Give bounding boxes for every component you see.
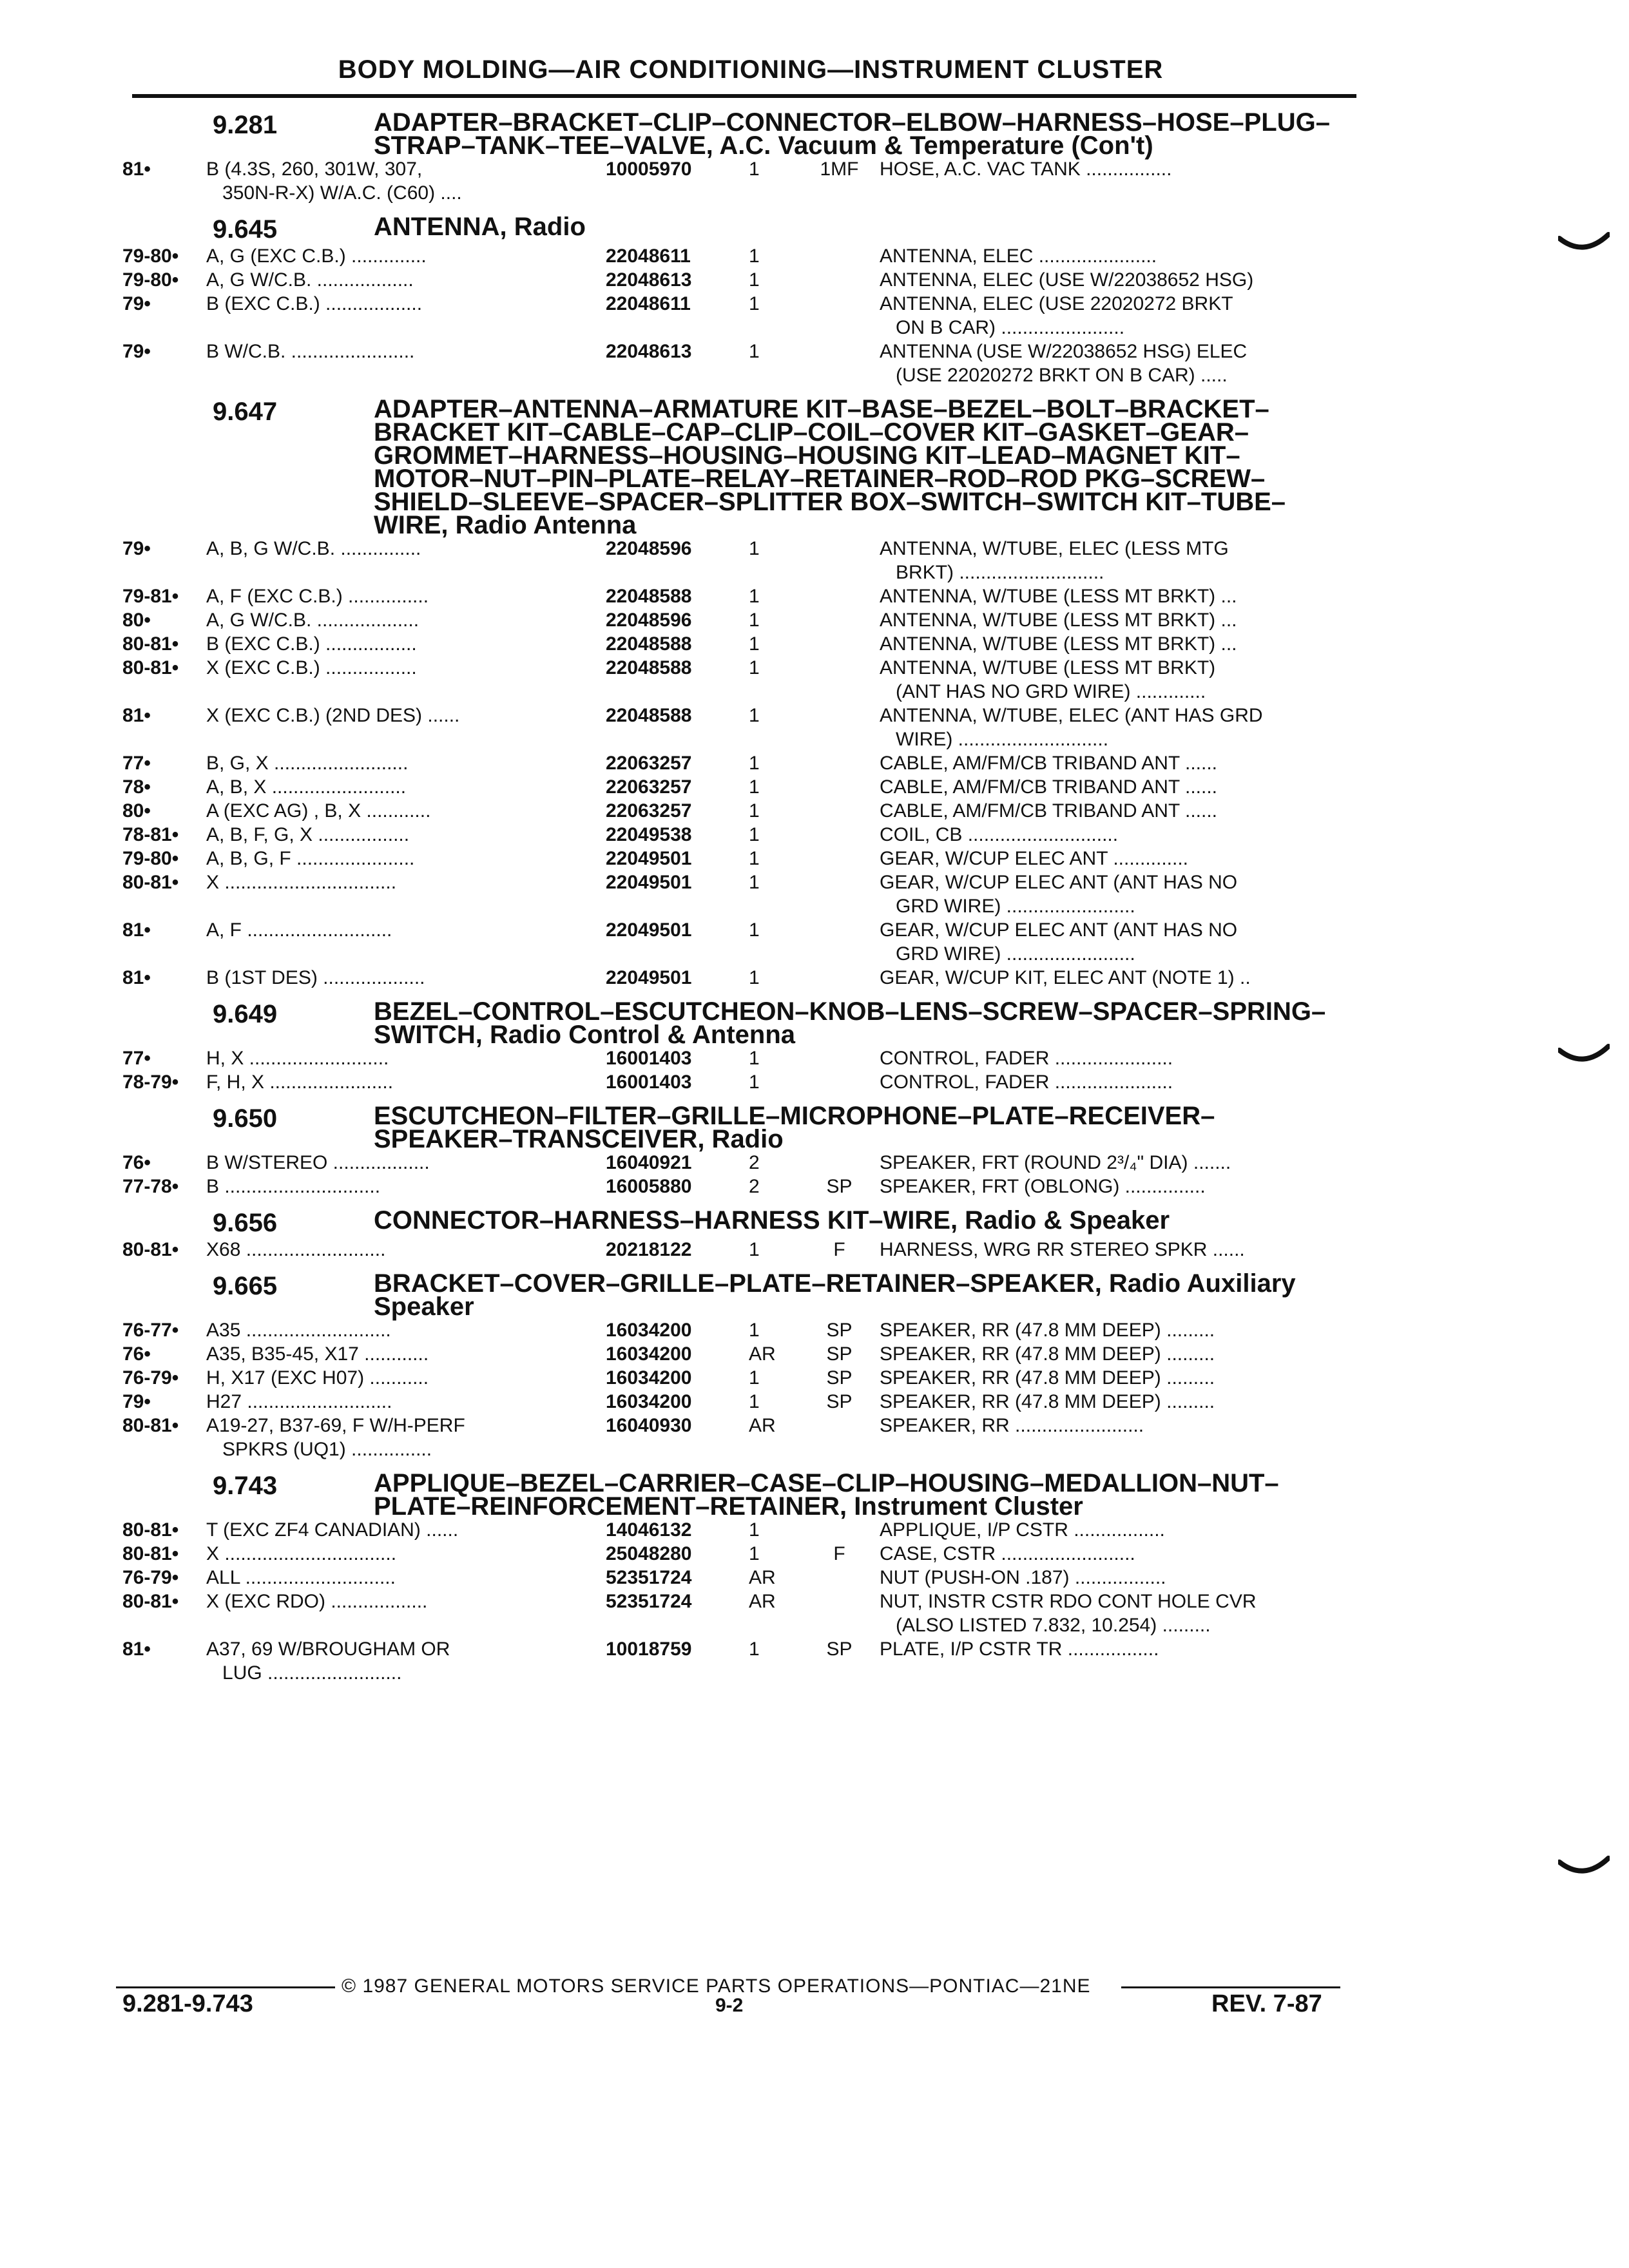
model-year: 80• (122, 610, 151, 631)
part-row (122, 1151, 1360, 1175)
application: A19-27, B37-69, F W/H-PERF SPKRS (UQ1) ............... (206, 1415, 465, 1460)
model-year: 80-81• (122, 657, 179, 678)
part-number: 52351724 (606, 1567, 692, 1588)
application: A, B, F, G, X ................. (206, 824, 410, 845)
section-heading (122, 395, 1360, 539)
footer-rule-left (116, 1986, 335, 1988)
application: X (EXC RDO) .................. (206, 1591, 428, 1612)
quantity: 1 (749, 610, 760, 631)
part-description: ANTENNA, ELEC ...................... (880, 245, 1157, 267)
application: A, B, G, F ...................... (206, 848, 415, 869)
part-row (122, 1566, 1360, 1590)
section-title: ESCUTCHEON–FILTER–GRILLE–MICROPHONE–PLATE–RECEIVER–SPEAKER–TRANSCEIVER, Radio (374, 1102, 1215, 1153)
application: X (EXC C.B.) ................. (206, 657, 417, 678)
application: X ................................ (206, 1543, 397, 1564)
application: ALL ............................ (206, 1567, 396, 1588)
application: A, G W/C.B. .................. (206, 269, 414, 291)
section-title: ADAPTER–BRACKET–CLIP–CONNECTOR–ELBOW–HARNESS–HOSE–PLUG–STRAP–TANK–TEE–VALVE, A.C. Vacuum & Temperature (Con't) (374, 108, 1330, 160)
quantity: 1 (749, 967, 760, 988)
section-heading (122, 108, 1360, 160)
model-year: 80-81• (122, 1591, 179, 1612)
part-row (122, 1175, 1360, 1198)
model-year: 79-80• (122, 848, 179, 869)
application: A, G W/C.B. ................... (206, 610, 419, 631)
part-number: 22048613 (606, 269, 692, 291)
quantity: 1 (749, 1639, 760, 1660)
application: T (EXC ZF4 CANADIAN) ...... (206, 1519, 459, 1541)
part-description: GEAR, W/CUP ELEC ANT (ANT HAS NO GRD WIRE) ........................ (880, 919, 1238, 965)
quantity: 1 (749, 1320, 760, 1341)
part-row (122, 244, 1360, 268)
application: B (EXC C.B.) ................. (206, 633, 417, 655)
application: A, F (EXC C.B.) ............... (206, 586, 429, 607)
part-description: CONTROL, FADER ...................... (880, 1072, 1173, 1093)
part-row (122, 918, 1360, 966)
footer-page-number: 9-2 (715, 1995, 744, 2016)
part-row (122, 751, 1360, 775)
part-description: COIL, CB ............................ (880, 824, 1119, 845)
application: A (EXC AG) , B, X ............ (206, 800, 431, 822)
part-number: 16034200 (606, 1343, 692, 1365)
application: B W/C.B. ....................... (206, 341, 415, 362)
part-row (122, 1342, 1360, 1366)
model-year: 80-81• (122, 872, 179, 893)
part-number: 22048596 (606, 538, 692, 559)
model-year: 79-81• (122, 586, 179, 607)
part-description: ANTENNA, W/TUBE (LESS MT BRKT) ... (880, 586, 1237, 607)
application: H27 ........................... (206, 1391, 392, 1412)
part-number: 22048596 (606, 610, 692, 631)
model-year: 77• (122, 753, 151, 774)
quantity: 1 (749, 293, 760, 314)
part-description: SPEAKER, FRT (ROUND 2³/₄" DIA) ....... (880, 1152, 1231, 1173)
section-9-650 (122, 1104, 1360, 1198)
section-title: APPLIQUE–BEZEL–CARRIER–CASE–CLIP–HOUSING–MEDALLION–NUT–PLATE–REINFORCEMENT–RETAINER, Instrument Cluster (374, 1469, 1279, 1521)
section-9-647 (122, 395, 1360, 990)
quantity: 1 (749, 245, 760, 267)
part-number: 22048588 (606, 657, 692, 678)
application: B (1ST DES) ................... (206, 967, 425, 988)
quantity: 1 (749, 705, 760, 726)
application: H, X .......................... (206, 1048, 389, 1069)
part-description: CABLE, AM/FM/CB TRIBAND ANT ...... (880, 753, 1218, 774)
page-header-title: BODY MOLDING—AIR CONDITIONING—INSTRUMENT CLUSTER (338, 55, 1164, 84)
section-number: 9.743 (213, 1472, 278, 1500)
part-row (122, 1046, 1360, 1070)
application: B W/STEREO .................. (206, 1152, 430, 1173)
section-number: 9.649 (213, 1000, 278, 1028)
application: B ............................. (206, 1176, 381, 1197)
part-description: SPEAKER, RR (47.8 MM DEEP) ......... (880, 1343, 1215, 1365)
section-heading (122, 1469, 1360, 1521)
part-number: 16034200 (606, 1391, 692, 1412)
quantity: 1 (749, 1391, 760, 1412)
model-year: 76• (122, 1152, 151, 1173)
part-description: SPEAKER, RR (47.8 MM DEEP) ......... (880, 1391, 1215, 1412)
part-number: 22048613 (606, 341, 692, 362)
part-description: SPEAKER, RR ........................ (880, 1415, 1144, 1436)
section-number: 9.656 (213, 1209, 278, 1237)
part-row (122, 1366, 1360, 1390)
part-description: HARNESS, WRG RR STEREO SPKR ...... (880, 1239, 1245, 1260)
part-row (122, 1590, 1360, 1637)
application: B (EXC C.B.) .................. (206, 293, 423, 314)
model-year: 79-80• (122, 245, 179, 267)
punch-mark-icon (1558, 1856, 1610, 1881)
part-number: 22049501 (606, 967, 692, 988)
part-number: 16034200 (606, 1320, 692, 1341)
part-number: 16001403 (606, 1048, 692, 1069)
quantity: 1 (749, 269, 760, 291)
quantity: 1 (749, 159, 760, 180)
part-description: APPLIQUE, I/P CSTR ................. (880, 1519, 1165, 1541)
quantity: 1 (749, 800, 760, 822)
section-number: 9.650 (213, 1104, 278, 1133)
application: F, H, X ....................... (206, 1072, 394, 1093)
application: X (EXC C.B.) (2ND DES) ...... (206, 705, 460, 726)
group-code: SP (826, 1343, 853, 1365)
quantity: 1 (749, 1048, 760, 1069)
quantity: 1 (749, 633, 760, 655)
application: X68 .......................... (206, 1239, 386, 1260)
part-description: SPEAKER, RR (47.8 MM DEEP) ......... (880, 1367, 1215, 1389)
quantity: AR (749, 1591, 776, 1612)
application: B, G, X ......................... (206, 753, 409, 774)
model-year: 79• (122, 293, 151, 314)
part-number: 22049501 (606, 919, 692, 941)
footer-section-range: 9.281-9.743 (122, 1990, 253, 2017)
part-number: 22048588 (606, 633, 692, 655)
part-description: GEAR, W/CUP KIT, ELEC ANT (NOTE 1) .. (880, 967, 1251, 988)
model-year: 77-78• (122, 1176, 179, 1197)
part-number: 22048611 (606, 293, 691, 314)
model-year: 79• (122, 341, 151, 362)
quantity: 1 (749, 919, 760, 941)
part-row (122, 1238, 1360, 1262)
section-heading (122, 1269, 1360, 1321)
model-year: 78• (122, 776, 151, 798)
part-row (122, 1390, 1360, 1414)
section-title: ADAPTER–ANTENNA–ARMATURE KIT–BASE–BEZEL–BOLT–BRACKET–BRACKET KIT–CABLE–CAP–CLIP–COIL–COVER KIT–GASKET–GEAR–GROMMET–HARNESS–HOUSING–HOUSING KIT–LEAD–MAGNET KIT–MOTOR–NUT–PIN–PLATE–RELAY–RETAINER–ROD–ROD PKG–SCREW–SHIELD–SLEEVE–SPACER–SPLITTER BOX–SWITCH–SWITCH KIT–TUBE–WIRE, Radio Antenna (374, 395, 1286, 539)
section-heading (122, 997, 1360, 1049)
punch-mark-icon (1558, 232, 1610, 258)
quantity: 1 (749, 1239, 760, 1260)
part-description: SPEAKER, FRT (OBLONG) ............... (880, 1176, 1206, 1197)
quantity: 1 (749, 824, 760, 845)
part-row (122, 775, 1360, 799)
model-year: 81• (122, 967, 151, 988)
part-row (122, 823, 1360, 847)
quantity: 1 (749, 1367, 760, 1389)
quantity: 1 (749, 872, 760, 893)
quantity: 1 (749, 753, 760, 774)
model-year: 76• (122, 1343, 151, 1365)
part-number: 22048588 (606, 586, 692, 607)
model-year: 80-81• (122, 633, 179, 655)
model-year: 80-81• (122, 1543, 179, 1564)
section-title: ANTENNA, Radio (374, 213, 586, 241)
part-number: 16001403 (606, 1072, 692, 1093)
section-title: BRACKET–COVER–GRILLE–PLATE–RETAINER–SPEAKER, Radio Auxiliary Speaker (374, 1269, 1296, 1321)
model-year: 79-80• (122, 269, 179, 291)
part-description: SPEAKER, RR (47.8 MM DEEP) ......... (880, 1320, 1215, 1341)
section-title: CONNECTOR–HARNESS–HARNESS KIT–WIRE, Radio & Speaker (374, 1206, 1170, 1235)
part-description: ANTENNA, W/TUBE (LESS MT BRKT) ... (880, 610, 1237, 631)
part-number: 10018759 (606, 1639, 692, 1660)
quantity: 1 (749, 538, 760, 559)
part-row (122, 584, 1360, 608)
punch-mark-icon (1558, 1044, 1610, 1070)
part-description: PLATE, I/P CSTR TR ................. (880, 1639, 1159, 1660)
model-year: 80-81• (122, 1415, 179, 1436)
part-description: HOSE, A.C. VAC TANK ................ (880, 159, 1172, 180)
application: A, B, G W/C.B. ............... (206, 538, 421, 559)
model-year: 76-77• (122, 1320, 179, 1341)
model-year: 79• (122, 1391, 151, 1412)
part-row (122, 157, 1360, 205)
application: A35, B35-45, X17 ............ (206, 1343, 429, 1365)
part-description: ANTENNA (USE W/22038652 HSG) ELEC (USE 22020272 BRKT ON B CAR) ..... (880, 341, 1248, 386)
part-row (122, 656, 1360, 704)
application: A, B, X ......................... (206, 776, 407, 798)
part-row (122, 268, 1360, 292)
quantity: AR (749, 1343, 776, 1365)
quantity: AR (749, 1567, 776, 1588)
model-year: 80-81• (122, 1519, 179, 1541)
part-description: ANTENNA, W/TUBE, ELEC (LESS MTG BRKT) ........................... (880, 538, 1229, 583)
model-year: 76-79• (122, 1367, 179, 1389)
model-year: 79• (122, 538, 151, 559)
footer-rule-right (1121, 1986, 1340, 1988)
part-number: 22049538 (606, 824, 692, 845)
part-number: 22063257 (606, 753, 692, 774)
part-number: 22049501 (606, 848, 692, 869)
quantity: 1 (749, 776, 760, 798)
part-description: GEAR, W/CUP ELEC ANT .............. (880, 848, 1189, 869)
group-code: F (833, 1239, 845, 1260)
model-year: 81• (122, 919, 151, 941)
part-number: 22048588 (606, 705, 692, 726)
quantity: 2 (749, 1176, 760, 1197)
part-row (122, 870, 1360, 918)
part-description: NUT (PUSH-ON .187) ................. (880, 1567, 1166, 1588)
part-number: 25048280 (606, 1543, 692, 1564)
part-row (122, 1318, 1360, 1342)
section-9-656 (122, 1206, 1360, 1262)
section-heading (122, 1104, 1360, 1151)
part-number: 22049501 (606, 872, 692, 893)
part-description: ANTENNA, W/TUBE (LESS MT BRKT) (ANT HAS NO GRD WIRE) ............. (880, 657, 1216, 702)
section-heading (122, 215, 1360, 244)
section-heading (122, 1206, 1360, 1238)
part-row (122, 340, 1360, 387)
part-description: NUT, INSTR CSTR RDO CONT HOLE CVR (ALSO LISTED 7.832, 10.254) ......... (880, 1591, 1257, 1636)
part-number: 22063257 (606, 800, 692, 822)
application: H, X17 (EXC H07) ........... (206, 1367, 429, 1389)
section-9-281 (122, 108, 1360, 205)
section-9-665 (122, 1269, 1360, 1461)
part-row (122, 1637, 1360, 1685)
model-year: 76-79• (122, 1567, 179, 1588)
parts-listing (122, 101, 1360, 1685)
part-description: ANTENNA, W/TUBE, ELEC (ANT HAS GRD WIRE) ............................ (880, 705, 1263, 750)
group-code: SP (826, 1639, 853, 1660)
part-number: 10005970 (606, 159, 692, 180)
part-row (122, 799, 1360, 823)
footer-copyright: © 1987 GENERAL MOTORS SERVICE PARTS OPERATIONS—PONTIAC—21NE (342, 1975, 1091, 1997)
part-description: ANTENNA, W/TUBE (LESS MT BRKT) ... (880, 633, 1237, 655)
part-description: GEAR, W/CUP ELEC ANT (ANT HAS NO GRD WIRE) ........................ (880, 872, 1238, 917)
section-9-645 (122, 215, 1360, 387)
part-description: CONTROL, FADER ...................... (880, 1048, 1173, 1069)
section-9-743 (122, 1469, 1360, 1685)
part-number: 16005880 (606, 1176, 692, 1197)
quantity: 1 (749, 848, 760, 869)
part-number: 16034200 (606, 1367, 692, 1389)
group-code: SP (826, 1391, 853, 1412)
section-number: 9.645 (213, 215, 278, 244)
model-year: 80-81• (122, 1239, 179, 1260)
group-code: F (833, 1543, 845, 1564)
part-number: 14046132 (606, 1519, 692, 1541)
part-number: 22048611 (606, 245, 691, 267)
part-row (122, 608, 1360, 632)
quantity: 1 (749, 1072, 760, 1093)
group-code: SP (826, 1367, 853, 1389)
part-row (122, 966, 1360, 990)
model-year: 78-79• (122, 1072, 179, 1093)
model-year: 81• (122, 1639, 151, 1660)
part-number: 16040921 (606, 1152, 692, 1173)
quantity: 1 (749, 1519, 760, 1541)
part-number: 20218122 (606, 1239, 692, 1260)
group-code: SP (826, 1176, 853, 1197)
part-row (122, 1518, 1360, 1542)
application: A, F ........................... (206, 919, 392, 941)
quantity: 2 (749, 1152, 760, 1173)
part-description: CABLE, AM/FM/CB TRIBAND ANT ...... (880, 776, 1218, 798)
quantity: 1 (749, 657, 760, 678)
model-year: 81• (122, 705, 151, 726)
model-year: 81• (122, 159, 151, 180)
part-row (122, 704, 1360, 751)
section-number: 9.665 (213, 1272, 278, 1300)
footer-revision: REV. 7-87 (1211, 1990, 1322, 2017)
part-row (122, 1542, 1360, 1566)
group-code: 1MF (820, 159, 859, 180)
part-row (122, 1070, 1360, 1094)
part-description: ANTENNA, ELEC (USE 22020272 BRKT ON B CAR) ....................... (880, 293, 1233, 338)
part-number: 16040930 (606, 1415, 692, 1436)
section-title: BEZEL–CONTROL–ESCUTCHEON–KNOB–LENS–SCREW–SPACER–SPRING–SWITCH, Radio Control & Antenna (374, 997, 1326, 1049)
quantity: 1 (749, 341, 760, 362)
application: B (4.3S, 260, 301W, 307, 350N-R-X) W/A.C. (C60) .... (206, 159, 462, 204)
part-row (122, 537, 1360, 584)
header-rule (132, 94, 1356, 98)
part-description: CASE, CSTR ......................... (880, 1543, 1135, 1564)
part-row (122, 292, 1360, 340)
part-row (122, 632, 1360, 656)
application: A35 ........................... (206, 1320, 391, 1341)
section-number: 9.281 (213, 111, 278, 139)
quantity: 1 (749, 1543, 760, 1564)
part-number: 52351724 (606, 1591, 692, 1612)
part-number: 22063257 (606, 776, 692, 798)
model-year: 78-81• (122, 824, 179, 845)
quantity: AR (749, 1415, 776, 1436)
application: A37, 69 W/BROUGHAM OR LUG ......................... (206, 1639, 450, 1684)
application: A, G (EXC C.B.) .............. (206, 245, 427, 267)
part-row (122, 1414, 1360, 1461)
group-code: SP (826, 1320, 853, 1341)
quantity: 1 (749, 586, 760, 607)
model-year: 77• (122, 1048, 151, 1069)
part-row (122, 847, 1360, 870)
model-year: 80• (122, 800, 151, 822)
part-description: ANTENNA, ELEC (USE W/22038652 HSG) (880, 269, 1254, 291)
application: X ................................ (206, 872, 397, 893)
part-description: CABLE, AM/FM/CB TRIBAND ANT ...... (880, 800, 1218, 822)
section-9-649 (122, 997, 1360, 1094)
section-number: 9.647 (213, 398, 278, 426)
